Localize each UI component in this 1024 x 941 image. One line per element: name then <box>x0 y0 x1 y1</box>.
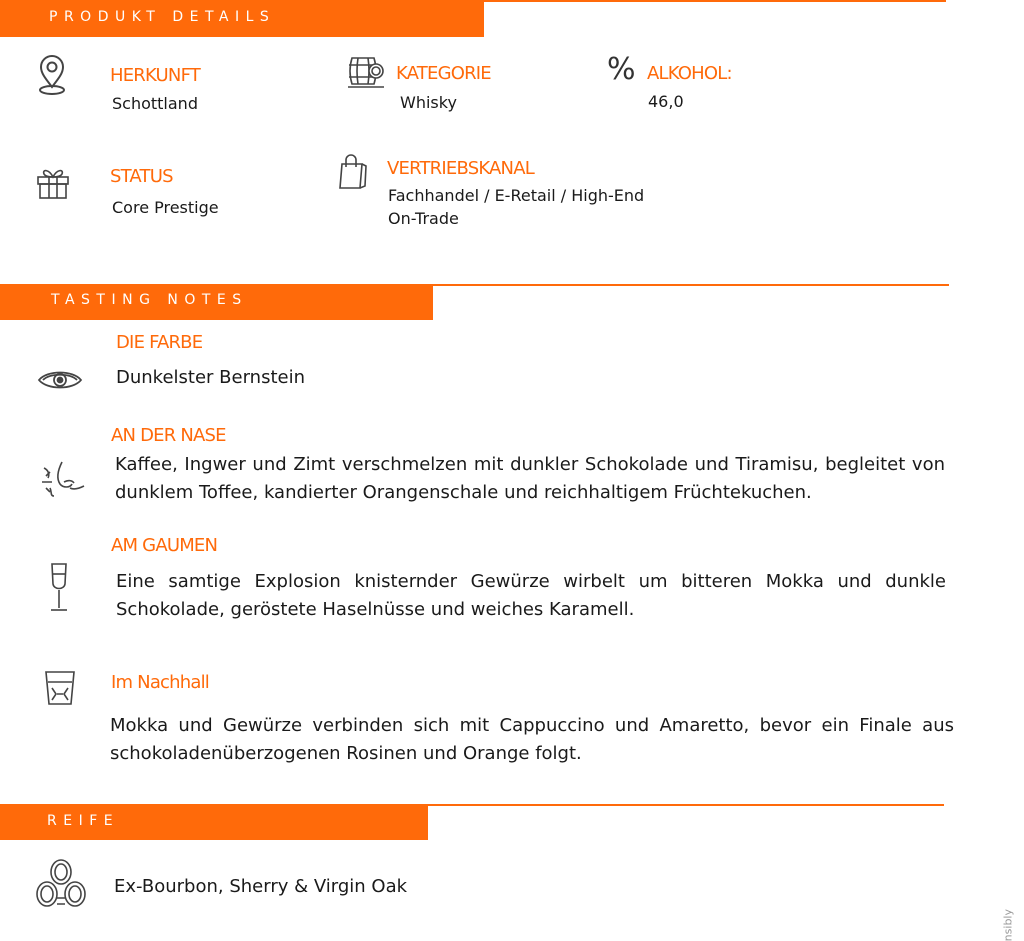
gift-icon <box>36 166 70 200</box>
casks-icon <box>33 858 89 914</box>
eye-icon <box>37 368 83 392</box>
nachhall-label: Im Nachhall <box>111 672 210 693</box>
nachhall-text: Mokka und Gewürze verbinden sich mit Cappuccino und Amaretto, bevor ein Finale aus schokoladenüberzogenen Rosinen und Orange folgt. <box>110 715 954 764</box>
farbe-text: Dunkelster Bernstein <box>116 367 305 388</box>
nose-icon <box>40 458 86 498</box>
section-rule-produkt <box>484 0 946 2</box>
herkunft-label: HERKUNFT <box>110 65 201 86</box>
kategorie-label: KATEGORIE <box>396 63 491 84</box>
section-title-tasting: TASTING NOTES <box>51 292 248 308</box>
section-rule-tasting <box>433 284 949 286</box>
status-value: Core Prestige <box>112 198 219 217</box>
vertriebskanal-value-line2: On-Trade <box>388 209 459 228</box>
gaumen-text: Eine samtige Explosion knisternder Gewürze wirbelt um bitteren Mokka und dunkle Schokolade, geröstete Haselnüsse und weiches Karamell. <box>116 571 946 620</box>
herkunft-value: Schottland <box>112 94 198 113</box>
side-watermark-text: nsibly <box>1001 909 1014 941</box>
percent-icon: % <box>607 52 636 87</box>
gaumen-label: AM GAUMEN <box>111 535 218 556</box>
barrel-icon <box>346 54 386 90</box>
nase-label: AN DER NASE <box>111 425 226 446</box>
vertriebskanal-value-line1: Fachhandel / E-Retail / High-End <box>388 186 645 205</box>
alkohol-label: ALKOHOL: <box>647 63 732 84</box>
location-pin-icon <box>37 54 67 96</box>
whisky-tumbler-icon <box>44 670 76 706</box>
wine-glass-icon <box>48 562 70 614</box>
section-rule-reife <box>428 804 944 806</box>
shopping-bag-icon <box>338 152 368 190</box>
nase-text: Kaffee, Ingwer und Zimt verschmelzen mit dunkler Schokolade und Tiramisu, begleitet von dunklem Toffee, kandierter Orangenschale und reichhaltigem Früchtekuchen. <box>115 454 945 503</box>
reife-text: Ex-Bourbon, Sherry & Virgin Oak <box>114 876 408 897</box>
alkohol-value: 46,0 <box>648 92 684 111</box>
vertriebskanal-label: VERTRIEBSKANAL <box>387 158 534 179</box>
section-title-produkt: PRODUKT DETAILS <box>49 9 276 25</box>
kategorie-value: Whisky <box>400 93 457 112</box>
section-title-reife: REIFE <box>47 813 120 829</box>
status-label: STATUS <box>110 166 173 187</box>
farbe-label: DIE FARBE <box>116 332 203 353</box>
